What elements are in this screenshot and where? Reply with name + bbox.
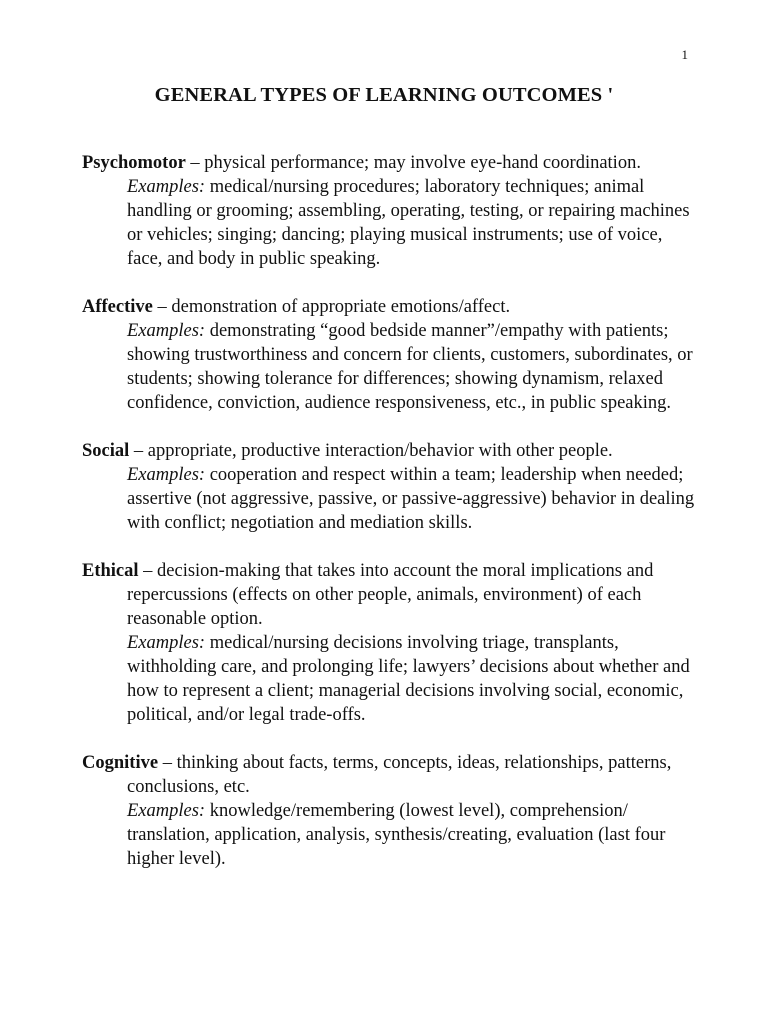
- examples-label: Examples:: [127, 633, 206, 653]
- examples-label: Examples:: [127, 321, 206, 341]
- examples-text: knowledge/remembering (lowest level), comprehension/ translation, application, analysis, synthesis/creating, evaluation (last four higher level).: [127, 801, 666, 869]
- examples-label: Examples:: [127, 177, 206, 197]
- section-psychomotor: [82, 151, 702, 271]
- definition-paragraph: [82, 751, 702, 799]
- definition-paragraph: [82, 439, 702, 463]
- definition-text: – physical performance; may involve eye-hand coordination.: [185, 153, 641, 173]
- examples-label: Examples:: [127, 465, 206, 485]
- outcome-sections: [82, 151, 702, 895]
- term-label: Ethical: [82, 561, 139, 581]
- section-social: [82, 439, 702, 535]
- examples-text: demonstrating “good bedside manner”/empathy with patients; showing trustworthiness and concern for clients, customers, subordinates, or students; showing tolerance for differences; showing dynamism, relaxed confidence, conviction, audience responsiveness, etc., in public speaking.: [127, 321, 693, 413]
- examples-paragraph: [82, 631, 702, 727]
- term-label: Affective: [82, 297, 153, 317]
- examples-label: Examples:: [127, 801, 206, 821]
- examples-paragraph: [82, 319, 702, 415]
- definition-paragraph: [82, 295, 702, 319]
- section-cognitive: [82, 751, 702, 871]
- term-label: Cognitive: [82, 753, 159, 773]
- examples-text: medical/nursing decisions involving triage, transplants, withholding care, and prolonging life; lawyers’ decisions about whether and how to represent a client; managerial decisions involving social, economic, political, and/or legal trade-offs.: [127, 633, 690, 725]
- section-ethical: [82, 559, 702, 727]
- examples-paragraph: [82, 175, 702, 271]
- examples-text: medical/nursing procedures; laboratory techniques; animal handling or grooming; assembling, operating, testing, or repairing machines or vehicles; singing; dancing; playing musical instruments; use of voice, face, and body in public speaking.: [127, 177, 690, 269]
- examples-text: cooperation and respect within a team; leadership when needed; assertive (not aggressive, passive, or passive-aggressive) behavior in dealing with conflict; negotiation and mediation skills.: [127, 465, 695, 533]
- examples-paragraph: [82, 799, 702, 871]
- definition-text: – appropriate, productive interaction/behavior with other people.: [129, 441, 613, 461]
- definition-text: – decision-making that takes into account the moral implications and repercussions (effects on other people, animals, environment) of each reasonable option.: [127, 561, 654, 629]
- definition-text: – thinking about facts, terms, concepts, ideas, relationships, patterns, conclusions, etc.: [127, 753, 672, 797]
- term-label: Psychomotor: [82, 153, 186, 173]
- term-label: Social: [82, 441, 130, 461]
- examples-paragraph: [82, 463, 702, 535]
- definition-paragraph: [82, 151, 702, 175]
- page-number: 1: [681, 47, 688, 62]
- document-title: GENERAL TYPES OF LEARNING OUTCOMES ': [154, 84, 614, 106]
- definition-paragraph: [82, 559, 702, 631]
- section-affective: [82, 295, 702, 415]
- definition-text: – demonstration of appropriate emotions/affect.: [152, 297, 511, 317]
